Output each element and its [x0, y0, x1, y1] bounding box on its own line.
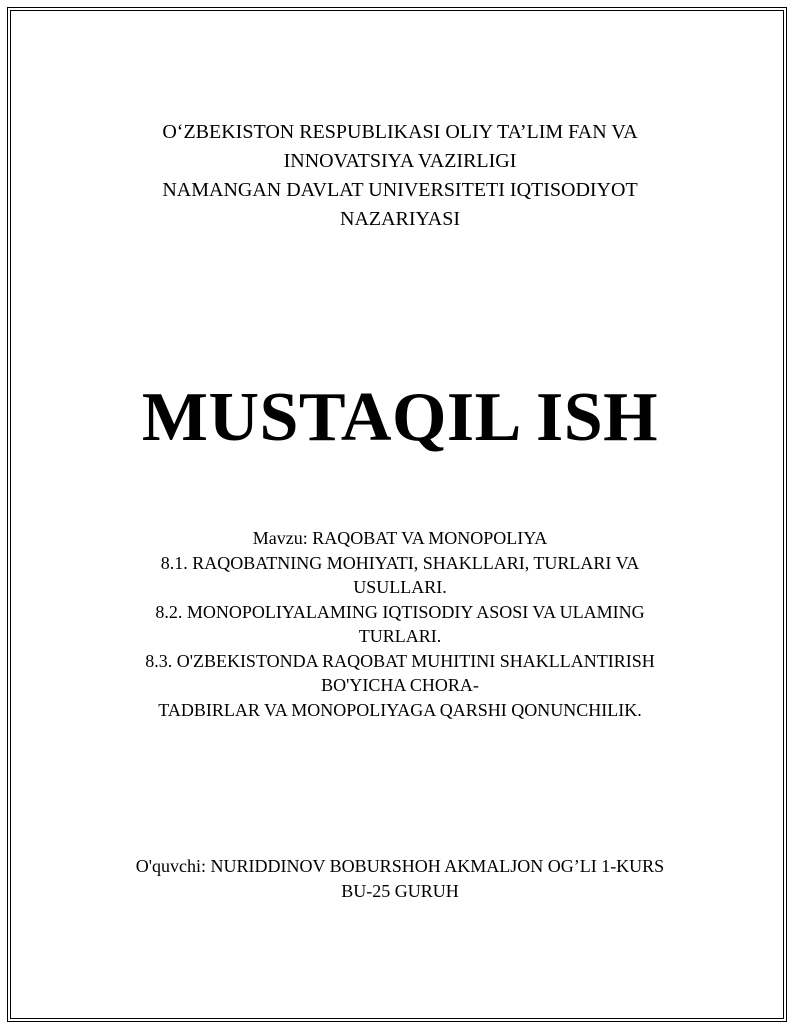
- topic-line: 8.1. RAQOBATNING MOHIYATI, SHAKLLARI, TURLARI VA: [160, 552, 640, 573]
- institution-header: [0, 118, 800, 234]
- topic-line: TADBIRLAR VA MONOPOLIYAGA QARSHI QONUNCHILIK.: [158, 699, 642, 720]
- topic-line: 8.2. MONOPOLIYALAMING IQTISODIY ASOSI VA ULAMING: [155, 601, 645, 622]
- topic-line: USULLARI.: [353, 577, 447, 597]
- topic-line: TURLARI.: [358, 626, 442, 646]
- topic-line: 8.3. O'ZBEKISTONDA RAQOBAT MUHITINI SHAKLLANTIRISH: [145, 650, 655, 671]
- student-info: [0, 854, 800, 904]
- topic-section: [0, 526, 800, 722]
- header-line: O‘ZBEKISTON RESPUBLIKASI OLIY TA’LIM FAN VA: [162, 121, 638, 143]
- document-title: MUSTAQIL ISH: [141, 379, 659, 456]
- student-line: BU-25 GURUH: [341, 881, 459, 901]
- header-line: NAMANGAN DAVLAT UNIVERSITETI IQTISODIYOT: [162, 179, 638, 201]
- header-line: NAZARIYASI: [340, 208, 460, 230]
- topic-line: BO'YICHA CHORA-: [321, 675, 479, 695]
- header-line: INNOVATSIYA VAZIRLIGI: [283, 150, 517, 172]
- student-line: O'quvchi: NURIDDINOV BOBURSHOH AKMALJON OG’LI 1-KURS: [135, 856, 665, 876]
- topic-line: Mavzu: RAQOBAT VA MONOPOLIYA: [252, 528, 548, 548]
